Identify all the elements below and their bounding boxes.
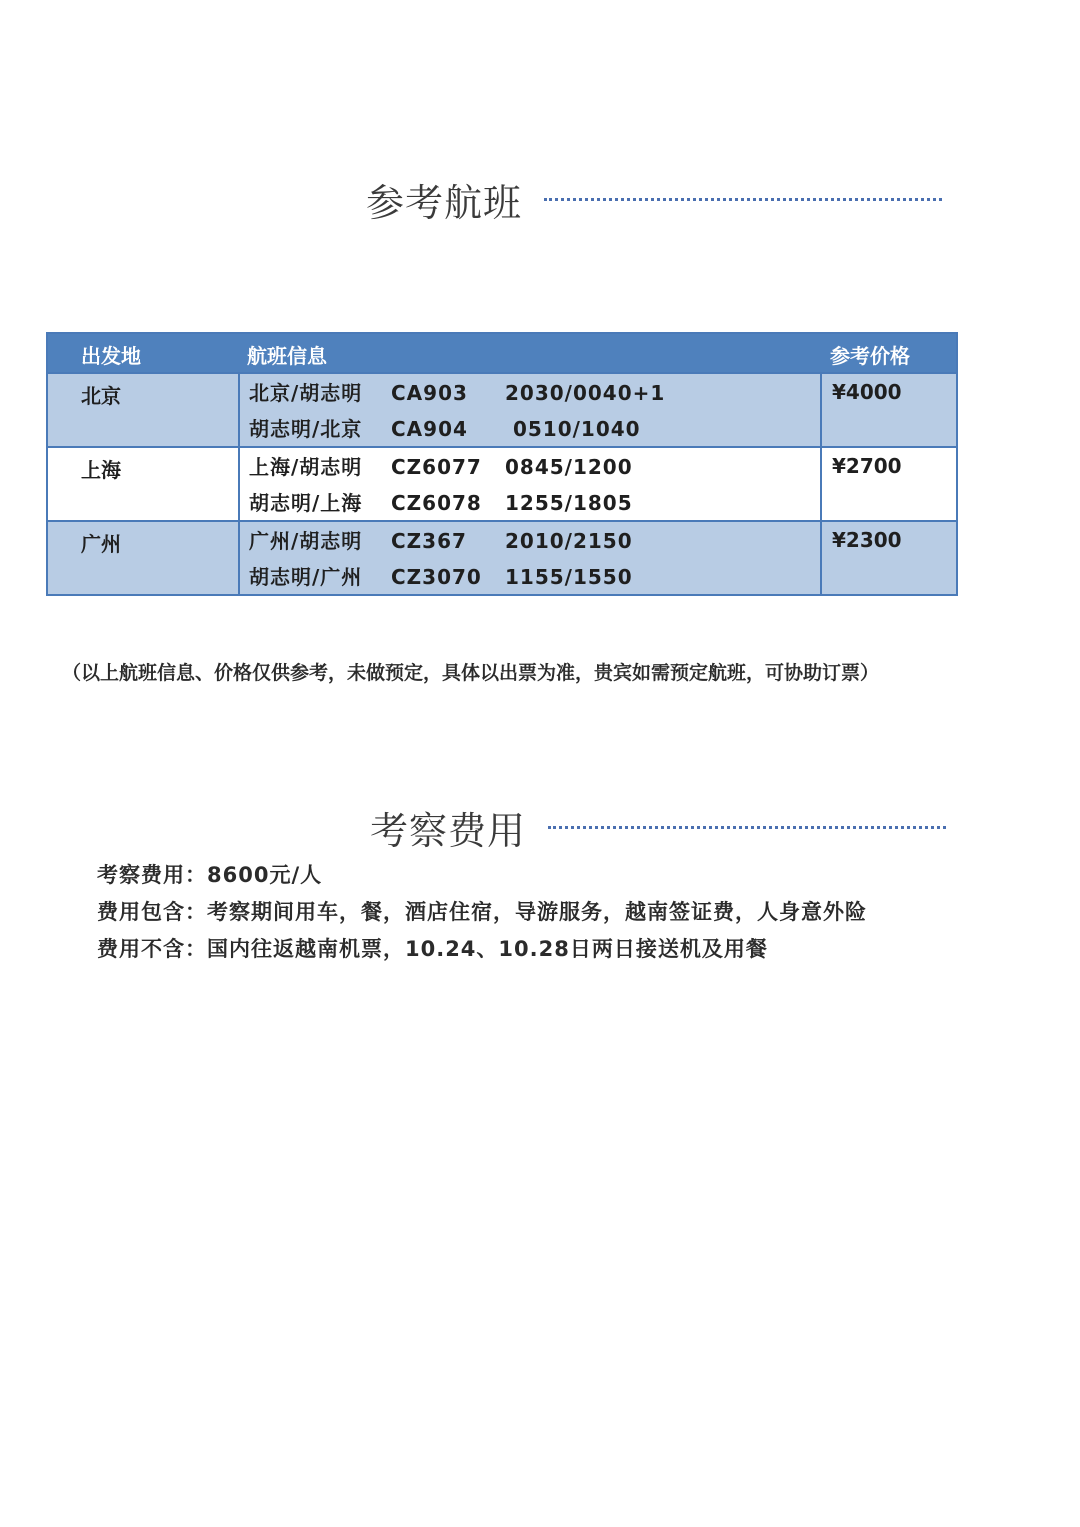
leg-route: 北京/胡志明 bbox=[249, 381, 363, 405]
row-origin: 广州 bbox=[81, 532, 121, 556]
leg-flight-code: CZ6078 bbox=[391, 491, 482, 515]
leg-times: 0845/1200 bbox=[505, 455, 633, 479]
table-row bbox=[48, 520, 956, 594]
flights-section-heading bbox=[366, 172, 942, 227]
leg-times: 1155/1550 bbox=[505, 565, 633, 589]
leg-times: 2030/0040+1 bbox=[505, 381, 666, 405]
header-flight-info: 航班信息 bbox=[247, 344, 327, 368]
cost-price-line: 考察费用：8600元/人 bbox=[97, 863, 323, 887]
row-flight-info bbox=[238, 448, 820, 520]
flights-heading-text: 参考航班 bbox=[366, 181, 523, 225]
leg-times: 2010/2150 bbox=[505, 529, 633, 553]
leg-flight-code: CZ3070 bbox=[391, 565, 482, 589]
leg-times: 0510/1040 bbox=[505, 417, 641, 441]
leg-flight-code: CA903 bbox=[391, 381, 468, 405]
header-price: 参考价格 bbox=[830, 344, 910, 368]
flight-leg bbox=[249, 416, 820, 452]
flight-leg bbox=[249, 380, 820, 416]
heading-dotted-rule bbox=[544, 198, 942, 201]
leg-route: 上海/胡志明 bbox=[249, 455, 363, 479]
leg-flight-code: CZ367 bbox=[391, 529, 467, 553]
row-flight-info bbox=[238, 374, 820, 446]
header-origin: 出发地 bbox=[81, 344, 141, 368]
flight-leg bbox=[249, 490, 820, 526]
table-row bbox=[48, 372, 956, 446]
leg-route: 胡志明/上海 bbox=[249, 491, 363, 515]
leg-route: 胡志明/北京 bbox=[249, 417, 363, 441]
row-origin: 北京 bbox=[81, 384, 121, 408]
leg-flight-code: CZ6077 bbox=[391, 455, 482, 479]
cost-excluded-line: 费用不含：国内往返越南机票，10.24、10.28日两日接送机及用餐 bbox=[97, 937, 768, 961]
heading-dotted-rule bbox=[548, 826, 946, 829]
cost-details bbox=[97, 860, 867, 971]
leg-route: 胡志明/广州 bbox=[249, 565, 363, 589]
row-origin: 上海 bbox=[81, 458, 121, 482]
leg-times: 1255/1805 bbox=[505, 491, 633, 515]
flight-leg bbox=[249, 564, 820, 600]
leg-route: 广州/胡志明 bbox=[249, 529, 363, 553]
row-price: ¥4000 bbox=[820, 374, 956, 446]
leg-flight-code: CA904 bbox=[391, 417, 468, 441]
table-row bbox=[48, 446, 956, 520]
flights-disclaimer-note: （以上航班信息、价格仅供参考，未做预定，具体以出票为准，贵宾如需预定航班，可协助订票） bbox=[62, 662, 880, 684]
cost-included-line: 费用包含：考察期间用车，餐，酒店住宿，导游服务，越南签证费，人身意外险 bbox=[97, 900, 867, 924]
table-header-row bbox=[48, 334, 956, 372]
cost-heading-text: 考察费用 bbox=[370, 809, 527, 853]
row-flight-info bbox=[238, 522, 820, 594]
flight-leg bbox=[249, 528, 820, 564]
flight-leg bbox=[249, 454, 820, 490]
row-price: ¥2700 bbox=[820, 448, 956, 520]
cost-section-heading bbox=[370, 800, 946, 855]
row-price: ¥2300 bbox=[820, 522, 956, 594]
flight-table bbox=[46, 332, 958, 596]
